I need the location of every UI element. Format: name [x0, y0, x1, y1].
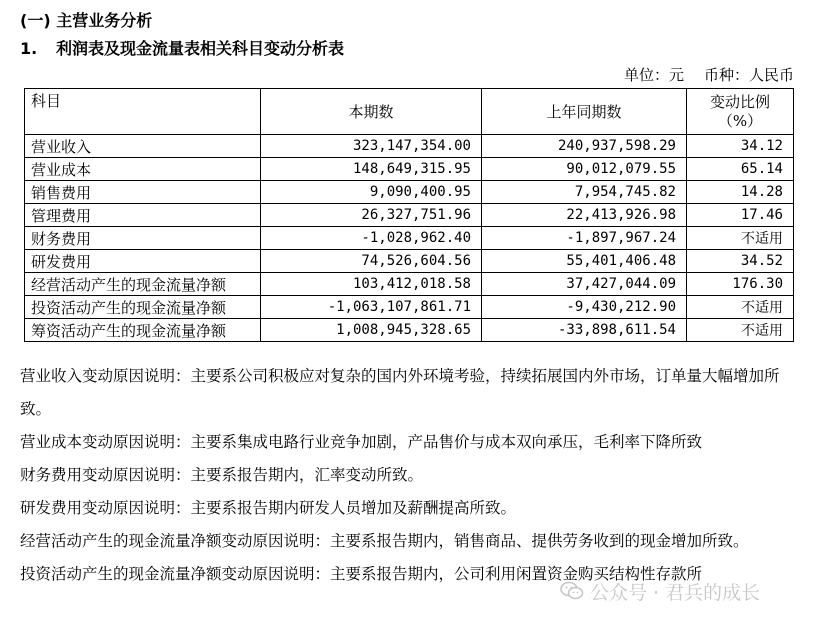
header-current-period: 本期数 — [261, 89, 482, 135]
explanation-notes — [20, 360, 800, 591]
table-row — [25, 158, 794, 181]
cell-prior-period: -9,430,212.90 — [482, 296, 687, 319]
table-row — [25, 227, 794, 250]
currency-label: 币种：人民币 — [703, 66, 794, 84]
cell-change-ratio: 34.52 — [687, 250, 794, 273]
cell-change-ratio: 176.30 — [687, 273, 794, 296]
cell-item: 筹资活动产生的现金流量净额 — [25, 319, 261, 342]
note-paragraph: 营业成本变动原因说明：主要系集成电路行业竞争加剧，产品售价与成本双向承压，毛利率下降所致 — [20, 433, 703, 451]
cell-prior-period: 55,401,406.48 — [482, 250, 687, 273]
cell-prior-period: 240,937,598.29 — [482, 135, 687, 158]
table-row — [25, 319, 794, 342]
table-body — [25, 135, 794, 342]
cell-item: 研发费用 — [25, 250, 261, 273]
note-paragraph: 经营活动产生的现金流量净额变动原因说明：主要系报告期内，销售商品、提供劳务收到的现金增加所致。 — [20, 532, 749, 550]
cell-item: 营业成本 — [25, 158, 261, 181]
note-paragraph: 财务费用变动原因说明：主要系报告期内，汇率变动所致。 — [20, 466, 424, 484]
cell-prior-period: 22,413,926.98 — [482, 204, 687, 227]
subsection-number: 1. — [20, 39, 38, 58]
cell-change-ratio: 17.46 — [687, 204, 794, 227]
cell-change-ratio: 14.28 — [687, 181, 794, 204]
cell-item: 管理费用 — [25, 204, 261, 227]
income-cashflow-table — [24, 88, 794, 342]
note-paragraph: 研发费用变动原因说明：主要系报告期内研发人员增加及薪酬提高所致。 — [20, 499, 517, 517]
table-row — [25, 296, 794, 319]
cell-current-period: -1,028,962.40 — [261, 227, 482, 250]
subsection-title: 利润表及现金流量表相关科目变动分析表 — [56, 39, 345, 58]
cell-item: 销售费用 — [25, 181, 261, 204]
cell-prior-period: 7,954,745.82 — [482, 181, 687, 204]
subsection-heading — [20, 36, 344, 59]
note-paragraph: 投资活动产生的现金流量净额变动原因说明：主要系报告期内，公司利用闲置资金购买结构性存款所 — [20, 565, 703, 583]
table-row — [25, 135, 794, 158]
cell-current-period: -1,063,107,861.71 — [261, 296, 482, 319]
cell-change-ratio: 不适用 — [687, 296, 794, 319]
cell-prior-period: 37,427,044.09 — [482, 273, 687, 296]
watermark-text: 公众号 · 君兵的成长 — [590, 581, 761, 604]
cell-prior-period: -33,898,611.54 — [482, 319, 687, 342]
cell-current-period: 9,090,400.95 — [261, 181, 482, 204]
wechat-icon — [560, 581, 584, 601]
table-row — [25, 273, 794, 296]
cell-current-period: 26,327,751.96 — [261, 204, 482, 227]
cell-item: 财务费用 — [25, 227, 261, 250]
cell-item: 投资活动产生的现金流量净额 — [25, 296, 261, 319]
section-title: (一) 主营业务分析 — [20, 11, 153, 30]
cell-current-period: 103,412,018.58 — [261, 273, 482, 296]
unit-line — [624, 64, 794, 85]
cell-current-period: 323,147,354.00 — [261, 135, 482, 158]
cell-change-ratio: 34.12 — [687, 135, 794, 158]
cell-change-ratio: 65.14 — [687, 158, 794, 181]
table-header-row — [25, 89, 794, 135]
cell-current-period: 148,649,315.95 — [261, 158, 482, 181]
cell-current-period: 74,526,604.56 — [261, 250, 482, 273]
unit-label: 单位：元 — [623, 66, 684, 84]
header-change-ratio: 变动比例 （%） — [687, 89, 794, 135]
table-row — [25, 204, 794, 227]
cell-prior-period: 90,012,079.55 — [482, 158, 687, 181]
header-prior-period: 上年同期数 — [482, 89, 687, 135]
table-row — [25, 250, 794, 273]
header-item: 科目 — [25, 89, 261, 135]
cell-item: 经营活动产生的现金流量净额 — [25, 273, 261, 296]
table-row — [25, 181, 794, 204]
cell-change-ratio: 不适用 — [687, 319, 794, 342]
cell-prior-period: -1,897,967.24 — [482, 227, 687, 250]
cell-change-ratio: 不适用 — [687, 227, 794, 250]
note-paragraph: 营业收入变动原因说明：主要系公司积极应对复杂的国内外环境考验，持续拓展国内外市场，订单量大幅增加所致。 — [20, 367, 780, 418]
cell-item: 营业收入 — [25, 135, 261, 158]
watermark — [560, 578, 800, 604]
cell-current-period: 1,008,945,328.65 — [261, 319, 482, 342]
